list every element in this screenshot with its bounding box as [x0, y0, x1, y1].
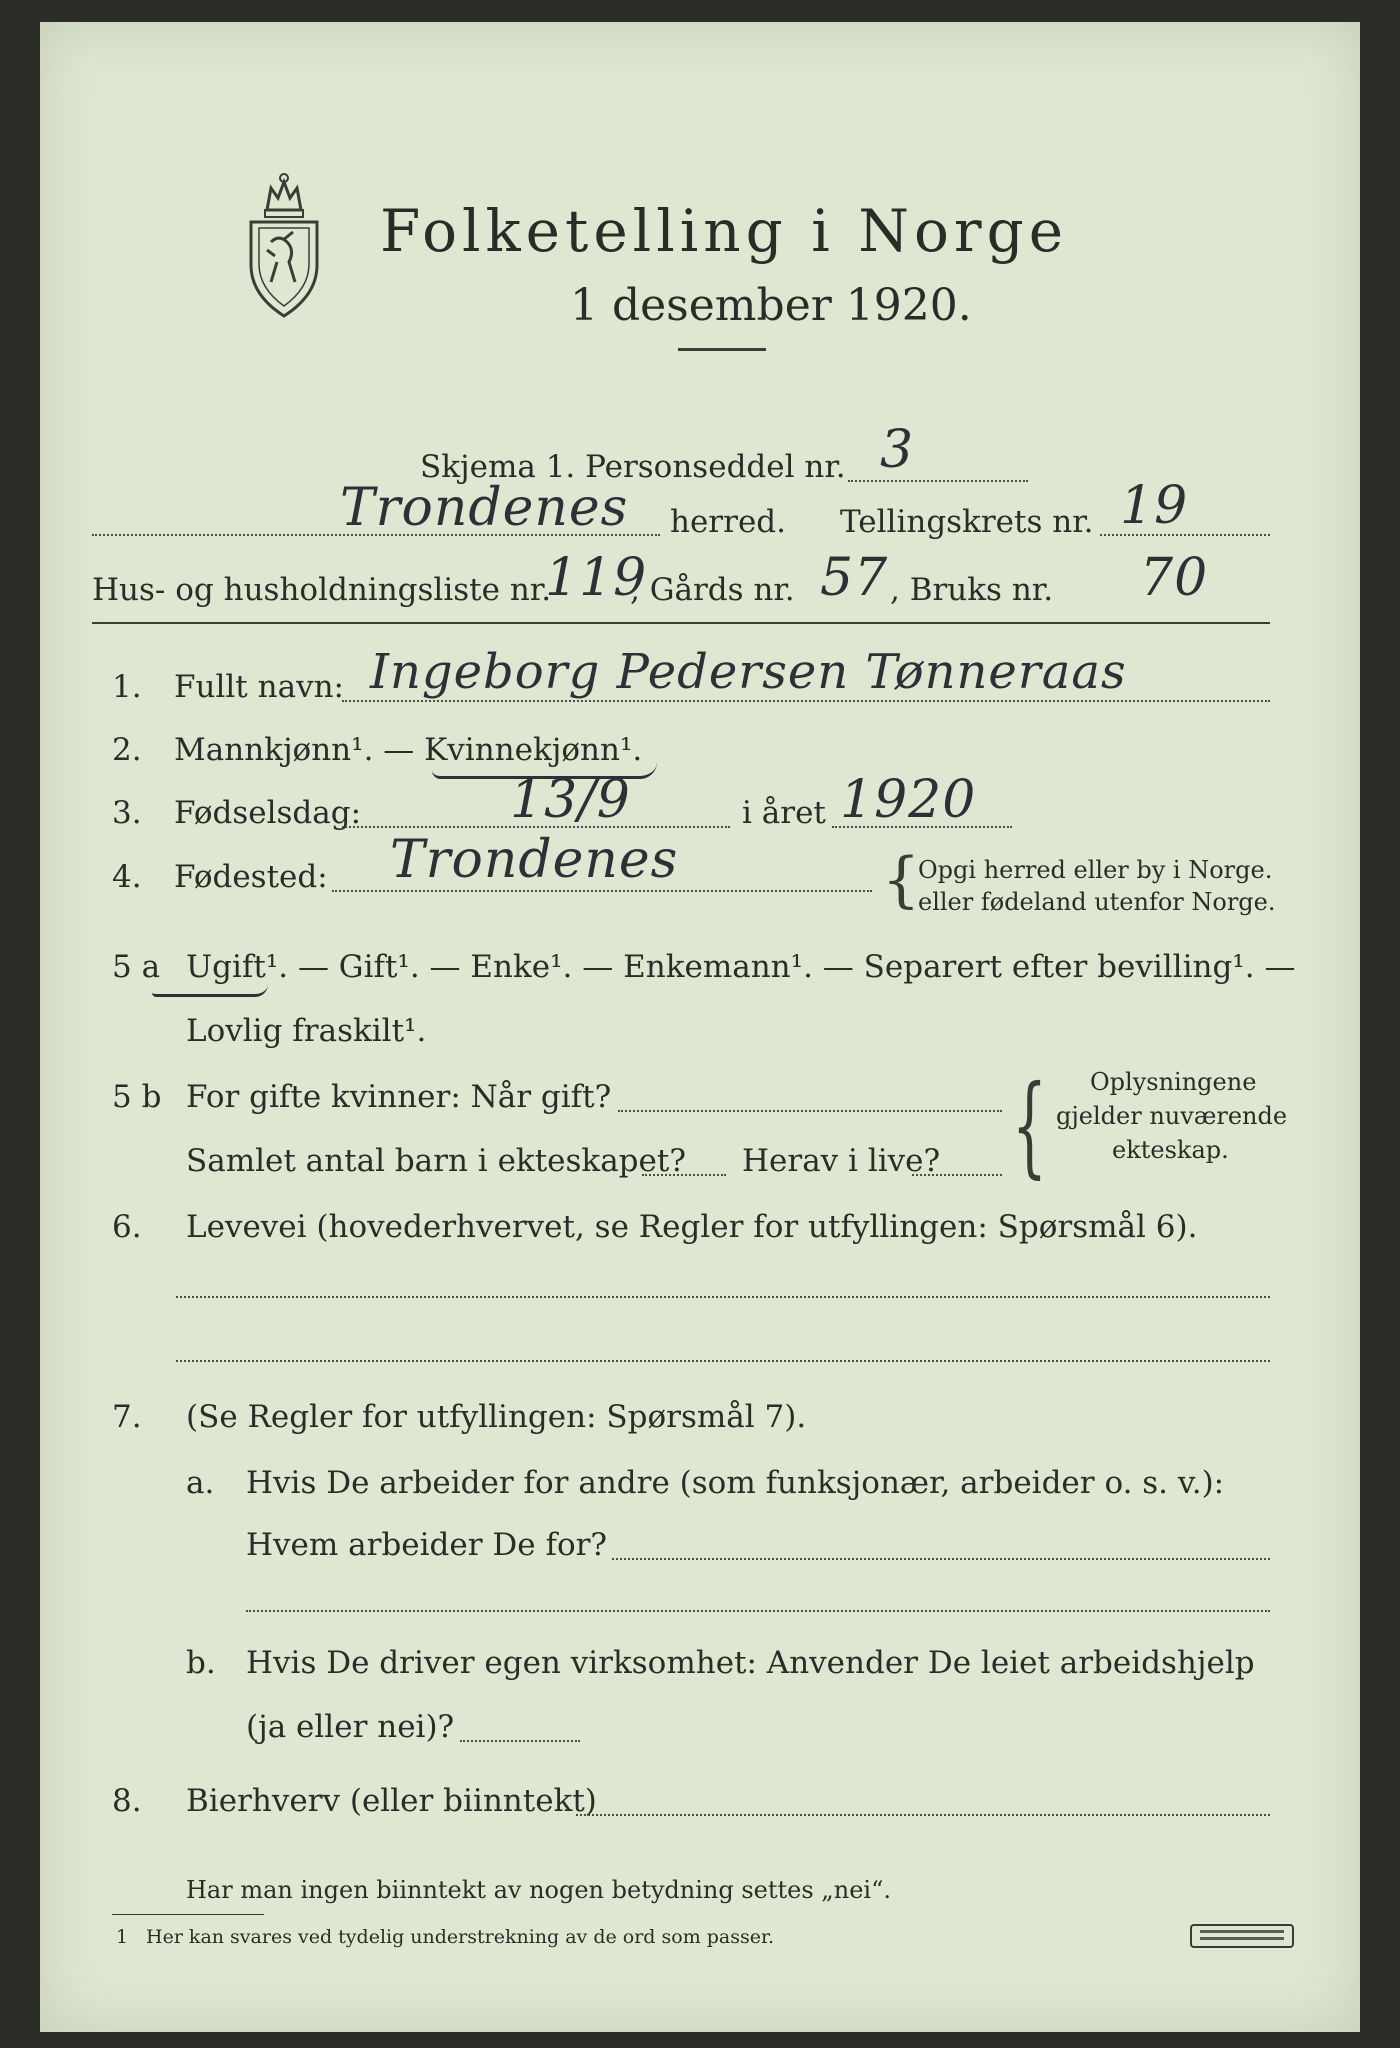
printer-stamp [1190, 1924, 1294, 1948]
q3-number: 3. [112, 795, 142, 831]
q7-label: (Se Regler for utfyllingen: Spørsmål 7). [186, 1399, 807, 1435]
q5b-married-line [618, 1110, 1002, 1112]
q8-line [576, 1814, 1270, 1816]
q1-number: 1. [112, 669, 142, 705]
q5b-children-label: Samlet antal barn i ekteskapet? [186, 1143, 686, 1179]
q5b-children-line [642, 1174, 726, 1176]
krets-value[interactable]: 19 [1120, 476, 1189, 536]
q6-number: 6. [112, 1209, 142, 1245]
q1-label: Fullt navn: [174, 669, 344, 705]
q5b-note-line2: gjelder nuværende [1056, 1102, 1288, 1130]
full-name-value[interactable]: Ingeborg Pedersen Tønneraas [370, 644, 1127, 700]
q7-number: 7. [112, 1399, 142, 1435]
q2-number: 2. [112, 732, 142, 768]
q6-line1 [176, 1296, 1270, 1298]
census-date: 1 desember 1920. [570, 280, 972, 331]
q3-label: Fødselsdag: [174, 795, 362, 831]
q7a-extra-line [246, 1610, 1270, 1612]
norway-coat-of-arms-icon [245, 170, 323, 320]
q7b-answer-line [460, 1740, 580, 1742]
birthdate-value[interactable]: 13/9 [510, 770, 631, 830]
q6-line2 [176, 1360, 1270, 1362]
krets-label: Tellingskrets nr. [840, 504, 1094, 540]
q5a-number: 5 a [112, 949, 161, 985]
q5b-line1: For gifte kvinner: Når gift? [186, 1079, 612, 1115]
footnote-number: 1 [116, 1926, 129, 1948]
q4-note-line2: eller fødeland utenfor Norge. [918, 888, 1276, 916]
q7a-letter: a. [186, 1465, 215, 1501]
q1-line [342, 700, 1270, 702]
q4-note-line1: Opgi herred eller by i Norge. [918, 856, 1273, 884]
schema-label: Skjema 1. Personseddel nr. [420, 449, 846, 485]
household-list-label: Hus- og husholdningsliste nr. [92, 572, 552, 608]
q8-label: Bierhverv (eller biinntekt) [186, 1783, 597, 1819]
q7b-line1: Hvis De driver egen virksomhet: Anvender De leiet arbeidshjelp [246, 1645, 1255, 1681]
q5b-note-line1: Oplysningene [1090, 1068, 1257, 1096]
q5b-number: 5 b [112, 1079, 162, 1115]
q4-number: 4. [112, 859, 142, 895]
herred-label: herred. [670, 504, 786, 540]
q6-label: Levevei (hovederhvervet, se Regler for utfyllingen: Spørsmål 6). [186, 1209, 1198, 1245]
bruks-label: , Bruks nr. [890, 572, 1054, 608]
herred-value[interactable]: Trondenes [340, 478, 629, 538]
title-divider [678, 348, 766, 351]
nei-note: Har man ingen biinntekt av nogen betydning settes „nei“. [186, 1876, 891, 1904]
form-title: Folketelling i Norge [380, 197, 1069, 265]
q7b-letter: b. [186, 1645, 216, 1681]
q8-number: 8. [112, 1783, 142, 1819]
q7a-employer-line [612, 1558, 1270, 1560]
gards-value[interactable]: 57 [820, 548, 889, 608]
q2-label: Mannkjønn¹. — Kvinnekjønn¹. [174, 732, 643, 768]
q5b-alive-label: Herav i live? [742, 1143, 941, 1179]
bruks-value[interactable]: 70 [1140, 548, 1209, 608]
q3-year-label: i året [742, 795, 826, 831]
birthplace-value[interactable]: Trondenes [390, 830, 679, 890]
q5a-line1: Ugift¹. — Gift¹. — Enke¹. — Enkemann¹. — Separert efter bevilling¹. — [186, 949, 1296, 985]
footnote-divider [112, 1914, 264, 1915]
household-list-value[interactable]: 119 [545, 548, 648, 608]
schema-number-line [848, 480, 1028, 482]
birth-year-value[interactable]: 1920 [840, 770, 977, 830]
header-divider [92, 622, 1270, 624]
q4-line [332, 890, 872, 892]
schema-number-value[interactable]: 3 [880, 420, 915, 480]
q4-brace: { [882, 845, 921, 915]
q5b-note-line3: ekteskap. [1112, 1136, 1229, 1164]
q7a-line2: Hvem arbeider De for? [246, 1527, 608, 1563]
q5b-alive-line [912, 1174, 1002, 1176]
q5a-line2: Lovlig fraskilt¹. [186, 1013, 427, 1049]
gards-label: , Gårds nr. [630, 572, 795, 608]
ugift-underline [152, 984, 268, 997]
census-form-sheet [40, 22, 1360, 2032]
q7a-line1: Hvis De arbeider for andre (som funksjonær, arbeider o. s. v.): [246, 1465, 1225, 1501]
q5b-brace: { [1012, 1061, 1047, 1189]
q7b-line2: (ja eller nei)? [246, 1709, 455, 1745]
footnote-text: Her kan svares ved tydelig understrekning av de ord som passer. [146, 1926, 775, 1948]
q4-label: Fødested: [174, 859, 328, 895]
